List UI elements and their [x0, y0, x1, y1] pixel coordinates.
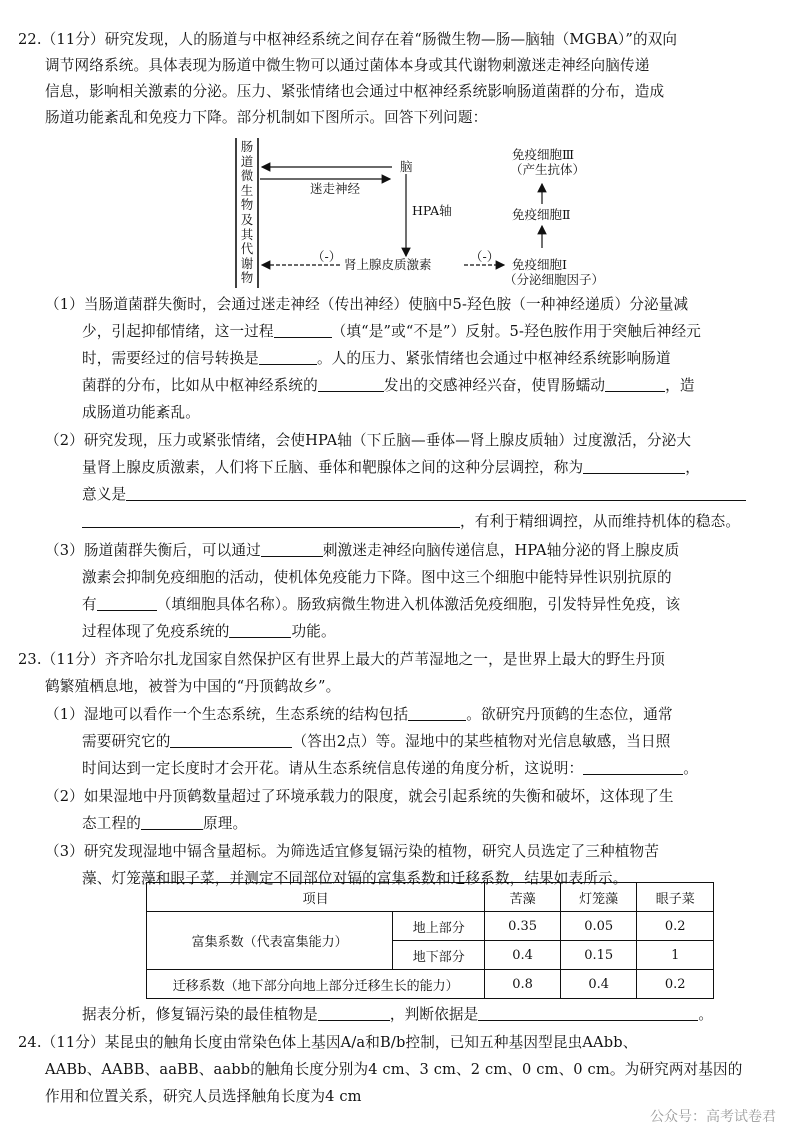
q23-p3-line1: （3）研究发现湿地中镉含量超标。为筛选适宜修复镉污染的植物，研究人员选定了三种植物苦 — [45, 843, 659, 860]
q23-p1-line3: 时间达到一定长度时才会开花。请从生态系统信息传递的角度分析，这说明： 。 — [82, 760, 699, 777]
above-ground-label: 地上部分 — [393, 912, 485, 941]
q24-line1: 24.（11分）某昆虫的触角长度由常染色体上基因A/a和B/b控制，已知五种基因型昆虫AAbb、 — [18, 1034, 638, 1051]
inhibit-label-1: （-） — [312, 249, 342, 264]
table-cell: 0.8 — [485, 970, 561, 999]
q22-p3-line4: 过程体现了免疫系统的 功能。 — [82, 623, 336, 640]
table-cell: 0.2 — [637, 970, 714, 999]
q22-p3-line2: 激素会抑制免疫细胞的活动，使机体免疫能力下降。图中这三个细胞中能特异性识别抗原的 — [82, 569, 672, 586]
q23-stem-line1: 23.（11分）齐齐哈尔扎龙国家自然保护区有世界上最大的芦苇湿地之一，是世界上最大的野生丹顶 — [18, 651, 666, 668]
hpa-label: HPA轴 — [412, 203, 452, 218]
q23-stem-line2: 鹤繁殖栖息地，被誉为中国的“丹顶鹤故乡”。 — [45, 678, 341, 695]
q23-p1-line1: （1）湿地可以看作一个生态系统，生态系统的结构包括 。欲研究丹顶鹤的生态位，通常 — [45, 706, 673, 723]
below-ground-label: 地下部分 — [393, 941, 485, 970]
q22-p1-line5: 成肠道功能紊乱。 — [82, 404, 200, 421]
q22-stem-line1: 22.（11分）研究发现，人的肠道与中枢神经系统之间存在着“肠微生物—肠—脑轴（MGBA）”的双向 — [18, 31, 678, 48]
answer-blank[interactable] — [478, 1005, 698, 1021]
table-header-plant2: 灯笼藻 — [560, 883, 637, 912]
cadmium-data-table — [146, 882, 714, 999]
watermark-text: 公众号：高考试卷君 — [650, 1109, 776, 1125]
table-cell: 0.05 — [560, 912, 637, 941]
q22-p2-line4: ，有利于精细调控，从而维持机体的稳态。 — [82, 512, 740, 532]
immune-cell-1-note: （分泌细胞因子） — [504, 272, 605, 287]
immune-cell-2-label: 免疫细胞Ⅱ — [512, 207, 571, 222]
answer-blank[interactable] — [126, 485, 746, 501]
brain-label: 脑 — [400, 159, 413, 174]
q23-p3-line2: 藻、灯笼藻和眼子菜，并测定不同部位对镉的富集系数和迁移系数，结果如表所示。 — [82, 870, 628, 887]
table-row — [147, 912, 714, 941]
gut-microbe-box-label: 肠道微生物及其代谢物 — [240, 139, 254, 286]
q22-p3-line1: （3）肠道菌群失衡后，可以通过 刺激迷走神经向脑传递信息，HPA轴分泌的肾上腺皮质 — [45, 542, 680, 559]
transfer-coefficient-label: 迁移系数（地下部分向地上部分迁移生长的能力） — [147, 970, 485, 999]
table-cell: 0.15 — [560, 941, 637, 970]
answer-blank[interactable] — [97, 595, 157, 611]
q23-p3-after-table: 据表分析，修复镉污染的最佳植物是 ，判断依据是 。 — [82, 1006, 714, 1023]
q22-p1-line1: （1）当肠道菌群失衡时，会通过迷走神经（传出神经）使脑中5-羟色胺（一种神经递质）分泌量减 — [45, 296, 689, 313]
immune-cell-3-label: 免疫细胞Ⅲ — [512, 147, 575, 162]
q23-p2-line2: 态工程的 原理。 — [82, 815, 248, 832]
immune-cell-3-note: （产生抗体） — [510, 162, 586, 177]
vagus-label: 迷走神经 — [310, 181, 361, 196]
q24-line3: 作用和位置关系，研究人员选择触角长度为4 cm — [45, 1088, 362, 1105]
q22-p1-line2: 少，引起抑郁情绪，这一过程 （填“是”或“不是”）反射。5-羟色胺作用于突触后神经元 — [82, 323, 701, 340]
q22-stem-line4: 肠道功能紊乱和免疫力下降。部分机制如下图所示。回答下列问题： — [45, 109, 488, 126]
table-cell: 0.2 — [637, 912, 714, 941]
answer-blank[interactable] — [82, 512, 460, 528]
table-header-item: 项目 — [147, 883, 485, 912]
answer-blank[interactable] — [141, 814, 203, 830]
table-cell: 1 — [637, 941, 714, 970]
q22-p1-line3: 时，需要经过的信号转换是 。人的压力、紧张情绪也会通过中枢神经系统影响肠道 — [82, 350, 671, 367]
q22-p3-line3: 有 （填细胞具体名称）。肠致病微生物进入机体激活免疫细胞，引发特异性免疫，该 — [82, 596, 681, 613]
immune-cell-1-label: 免疫细胞Ⅰ — [512, 257, 567, 272]
q24-line2: AABb、AABB、aaBB、aabb的触角长度分别为4 cm、3 cm、2 cm、0 cm、0 cm。为研究两对基因的 — [45, 1061, 743, 1078]
q22-p2-line2: 量肾上腺皮质激素，人们将下丘脑、垂体和靶腺体之间的这种分层调控，称为 ， — [82, 459, 701, 476]
answer-blank[interactable] — [170, 732, 292, 748]
q22-p1-line4: 菌群的分布，比如从中枢神经系统的 发出的交感神经兴奋，使胃肠蠕动 ，造 — [82, 377, 695, 394]
table-header-plant1: 苦藻 — [485, 883, 561, 912]
q22-p2-line3: 意义是 — [82, 485, 746, 505]
answer-blank[interactable] — [261, 541, 323, 557]
answer-blank[interactable] — [408, 705, 466, 721]
table-header-plant3: 眼子菜 — [637, 883, 714, 912]
q22-stem-line3: 信息，影响相关激素的分泌。压力、紧张情绪也会通过中枢神经系统影响肠道菌群的分布，造成 — [45, 83, 665, 100]
q22-p2-line1: （2）研究发现，压力或紧张情绪，会使HPA轴（下丘脑—垂体—肾上腺皮质轴）过度激活，分泌大 — [45, 432, 692, 449]
answer-blank[interactable] — [259, 349, 317, 365]
table-cell: 0.35 — [485, 912, 561, 941]
q23-p2-line1: （2）如果湿地中丹顶鹤数量超过了环境承载力的限度，就会引起系统的失衡和破坏，这体现了生 — [45, 788, 674, 805]
q23-p1-line2: 需要研究它的 （答出2点）等。湿地中的某些植物对光信息敏感，当日照 — [82, 733, 671, 750]
answer-blank[interactable] — [229, 622, 291, 638]
inhibit-label-2: （-） — [470, 249, 500, 264]
table-cell: 0.4 — [485, 941, 561, 970]
mgba-mechanism-diagram — [232, 138, 605, 290]
answer-blank[interactable] — [274, 322, 332, 338]
answer-blank[interactable] — [583, 759, 683, 775]
answer-blank[interactable] — [583, 458, 685, 474]
table-header-row — [147, 883, 714, 912]
answer-blank[interactable] — [318, 1005, 390, 1021]
table-cell: 0.4 — [560, 970, 637, 999]
q22-stem-line2: 调节网络系统。具体表现为肠道中微生物可以通过菌体本身或其代谢物刺激迷走神经向脑传递 — [45, 57, 650, 74]
answer-blank[interactable] — [605, 376, 665, 392]
enrichment-coefficient-label: 富集系数（代表富集能力） — [147, 912, 393, 970]
table-row — [147, 970, 714, 999]
hormone-label: 肾上腺皮质激素 — [344, 257, 432, 272]
answer-blank[interactable] — [318, 376, 384, 392]
